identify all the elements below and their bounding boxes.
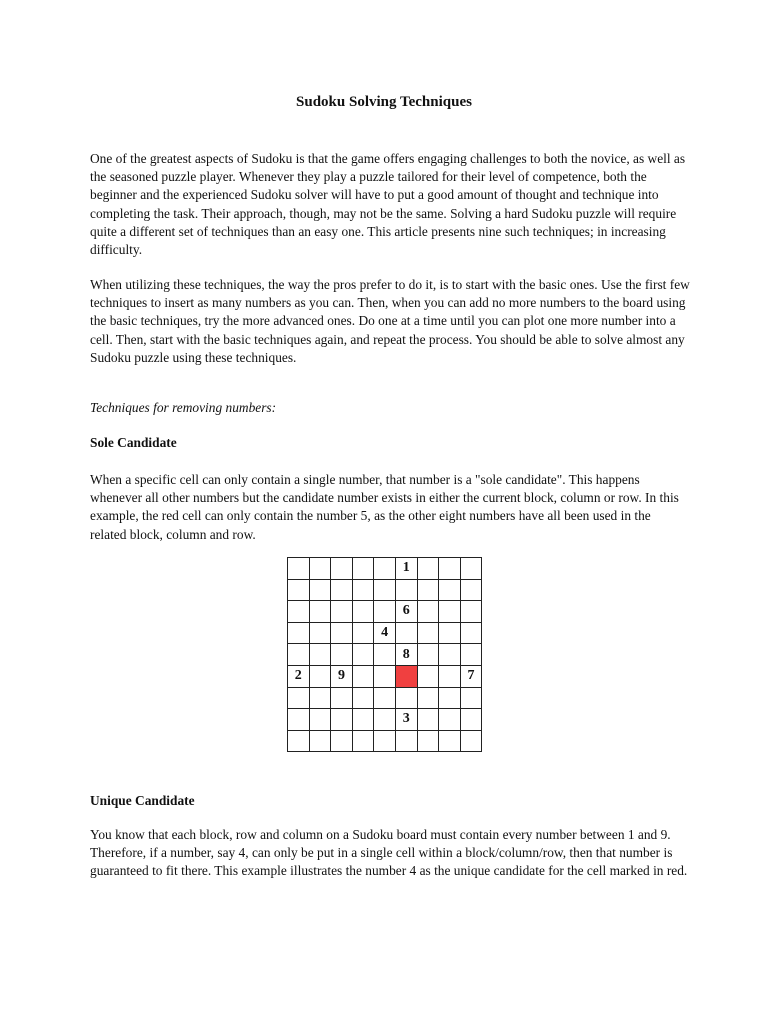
sudoku-cell xyxy=(461,688,483,710)
sudoku-cell xyxy=(374,731,396,753)
sudoku-cell xyxy=(418,623,440,645)
sudoku-cell xyxy=(288,558,310,580)
sudoku-cell xyxy=(331,580,353,602)
sudoku-cell: 7 xyxy=(461,666,483,688)
sudoku-cell-highlighted xyxy=(396,666,418,688)
sudoku-cell xyxy=(439,580,461,602)
sudoku-cell xyxy=(418,731,440,753)
sudoku-cell xyxy=(439,709,461,731)
sudoku-cell xyxy=(439,644,461,666)
sudoku-cell xyxy=(418,580,440,602)
sudoku-cell xyxy=(331,558,353,580)
sudoku-cell xyxy=(439,688,461,710)
sudoku-cell xyxy=(288,580,310,602)
sudoku-cell xyxy=(310,731,332,753)
unique-candidate-heading: Unique Candidate xyxy=(90,793,195,808)
sudoku-cell xyxy=(374,558,396,580)
sudoku-cell xyxy=(374,601,396,623)
sudoku-cell: 4 xyxy=(374,623,396,645)
sudoku-grid xyxy=(287,557,482,752)
sole-candidate-paragraph: When a specific cell can only contain a single number, that number is a "sole candidate". This happens whenever all other numbers but the candidate number exists in either the current block, column or row. In this example, the red cell can only contain the number 5, as the other eight numbers have all been used in the related block, column and row. xyxy=(90,472,679,542)
sudoku-cell xyxy=(461,601,483,623)
sudoku-cell xyxy=(353,601,375,623)
sudoku-cell xyxy=(374,580,396,602)
sudoku-cell xyxy=(310,580,332,602)
sudoku-cell xyxy=(353,688,375,710)
sudoku-cell xyxy=(353,709,375,731)
sudoku-cell: 9 xyxy=(331,666,353,688)
sudoku-cell xyxy=(439,601,461,623)
sudoku-cell: 2 xyxy=(288,666,310,688)
sudoku-cell xyxy=(353,731,375,753)
sudoku-cell: 6 xyxy=(396,601,418,623)
sudoku-cell xyxy=(439,731,461,753)
sole-candidate-heading: Sole Candidate xyxy=(90,435,177,450)
sudoku-cell xyxy=(288,644,310,666)
sudoku-cell xyxy=(461,623,483,645)
sudoku-cell xyxy=(353,580,375,602)
sudoku-cell xyxy=(418,666,440,688)
sudoku-cell xyxy=(310,709,332,731)
sudoku-cell xyxy=(461,709,483,731)
sudoku-cell xyxy=(374,688,396,710)
sudoku-cell xyxy=(461,731,483,753)
sudoku-cell xyxy=(461,580,483,602)
removing-numbers-heading: Techniques for removing numbers: xyxy=(90,400,277,415)
sudoku-cell xyxy=(288,709,310,731)
sudoku-cell xyxy=(310,666,332,688)
sudoku-cell xyxy=(374,709,396,731)
sudoku-cell xyxy=(331,623,353,645)
sudoku-cell xyxy=(461,644,483,666)
sudoku-cell: 3 xyxy=(396,709,418,731)
sudoku-cell xyxy=(353,558,375,580)
sudoku-cell xyxy=(331,601,353,623)
sudoku-cell xyxy=(331,688,353,710)
sudoku-cell xyxy=(418,709,440,731)
sudoku-cell xyxy=(331,709,353,731)
sudoku-cell xyxy=(396,688,418,710)
sudoku-cell xyxy=(353,623,375,645)
sudoku-cell xyxy=(288,601,310,623)
unique-candidate-paragraph: You know that each block, row and column on a Sudoku board must contain every number between 1 and 9. Therefore, if a number, say 4, can only be put in a single cell within a block/column/row, then that number is guaranteed to fit there. This example illustrates the number 4 as the unique candidate for the cell marked in red. xyxy=(90,827,688,879)
sudoku-cell xyxy=(396,580,418,602)
sudoku-cell xyxy=(374,644,396,666)
sudoku-cell xyxy=(310,688,332,710)
sudoku-cell xyxy=(310,558,332,580)
sudoku-cell xyxy=(310,623,332,645)
sudoku-cell xyxy=(418,644,440,666)
sudoku-cell xyxy=(396,731,418,753)
sudoku-cell: 8 xyxy=(396,644,418,666)
sudoku-cell xyxy=(310,601,332,623)
sudoku-cell xyxy=(288,731,310,753)
sudoku-cell xyxy=(353,666,375,688)
usage-paragraph: When utilizing these techniques, the way the pros prefer to do it, is to start with the basic ones. Use the first few techniques to insert as many numbers as you can. Then, when you can add no more numbers to the board using the basic techniques, try the more advanced ones. Do one at a time until you can plot one more number into a cell. Then, start with the basic techniques again, and repeat the process. You should be able to solve almost any Sudoku puzzle using these techniques. xyxy=(90,277,690,365)
sudoku-cell xyxy=(374,666,396,688)
sudoku-cell xyxy=(288,623,310,645)
sudoku-cell xyxy=(353,644,375,666)
sudoku-cell: 1 xyxy=(396,558,418,580)
sudoku-cell xyxy=(461,558,483,580)
sudoku-cell xyxy=(418,558,440,580)
sudoku-cell xyxy=(439,666,461,688)
sudoku-cell xyxy=(396,623,418,645)
sudoku-cell xyxy=(310,644,332,666)
sudoku-cell xyxy=(331,644,353,666)
document-title: Sudoku Solving Techniques xyxy=(296,94,472,110)
sudoku-cell xyxy=(418,688,440,710)
intro-paragraph: One of the greatest aspects of Sudoku is that the game offers engaging challenges to both the novice, as well as the seasoned puzzle player. Whenever they play a puzzle tailored for their level of competence, both the beginner and the experienced Sudoku solver will have to put a good amount of thought and technique into completing the task. Their approach, though, may not be the same. Solving a hard Sudoku puzzle will require quite a different set of techniques than an easy one. This article presents nine such techniques; in increasing difficulty. xyxy=(90,151,686,258)
sudoku-cell xyxy=(439,623,461,645)
sudoku-cell xyxy=(439,558,461,580)
sudoku-cell xyxy=(331,731,353,753)
sudoku-cell xyxy=(288,688,310,710)
sudoku-cell xyxy=(418,601,440,623)
